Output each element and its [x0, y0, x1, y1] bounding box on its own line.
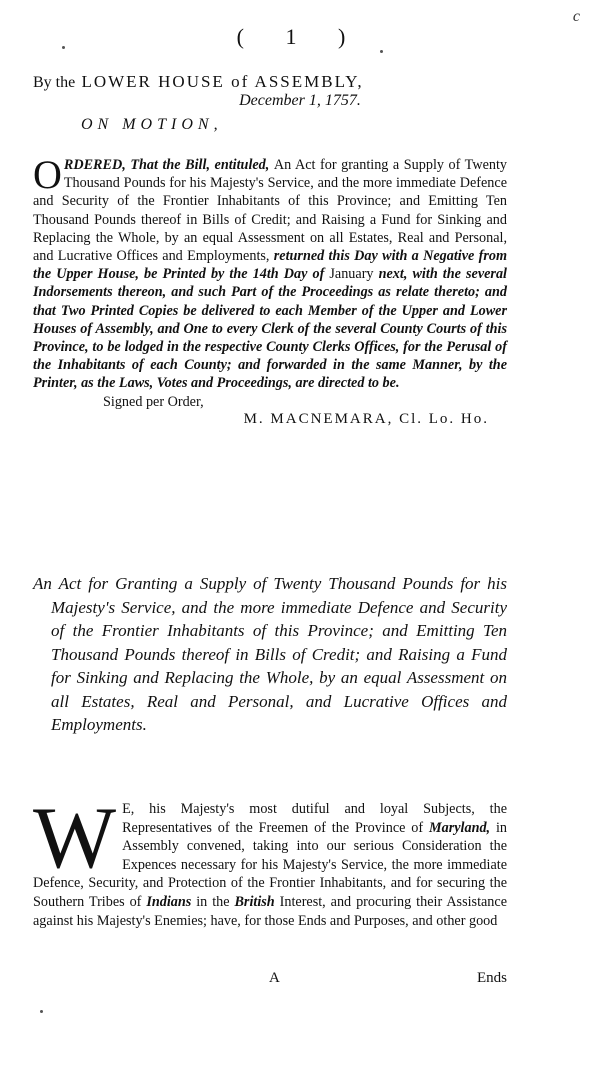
order-text-2: An Act for granting a Supply of Twenty Thousand Pounds for his Majesty's Service, and the more immediate Defence and Security of the Frontier Inhabitants of this Province; and Emitting Ten Thousand Pounds thereof in Bills of Credit; and Raising a Fund for Sinking and Replacing the Whole, by an equal Assessment on all Estates, Real and Personal, and Lucrative Offices and Employments,: [33, 157, 507, 265]
heading-block: [33, 72, 507, 134]
act-body-block: [33, 790, 507, 930]
order-text-5: next,: [378, 266, 413, 283]
order-text-6: with the several Indorsements thereon, and such Part of the Proceedings as relate thereto; and that Two Printed Copies be delivered to each Member of the Upper and Lower Houses of Assembly, and One to every Clerk of the several County Courts of this Province, to be lodged in the respective County Clerks Offices, for the Perusal of the Inhabitants of each County; and forwarded in the same Manner, by the Printer, as the Laws, Votes and Proceedings, are directed to be.: [33, 266, 507, 392]
order-block: [33, 152, 507, 428]
order-dropcap: O: [33, 152, 62, 197]
margin-mark: c: [572, 8, 580, 25]
signature-mark: A: [269, 970, 280, 986]
heading-body: LOWER HOUSE of ASSEMBLY,: [81, 72, 364, 91]
page-number: ( 1 ): [236, 24, 364, 49]
heading-date: December 1, 1757.: [239, 92, 361, 109]
act-maryland: Maryland,: [429, 819, 491, 836]
signed-line: Signed per Order,: [103, 393, 204, 410]
act-paragraph: [33, 790, 507, 930]
act-dropcap: W: [33, 790, 117, 887]
act-title: An Act for Granting a Supply of Twenty Thousand Pounds for his Majesty's Service, and the more immediate Defence and Security of the Frontier Inhabitants of this Province; and Emitting Ten Thousand Pounds thereof in Bills of Credit; and Raising a Fund for Sinking and Replacing the Whole, by an equal Assessment on all Estates, Real and Personal, and Lucrative Offices and Employments.: [33, 574, 507, 734]
act-british: British: [234, 893, 275, 910]
order-first-word: RDERED,: [63, 157, 126, 173]
heading-line: [33, 72, 507, 92]
order-paragraph: [33, 152, 507, 393]
heading-by-the: By the: [33, 74, 76, 91]
act-title-block: [33, 572, 507, 737]
act-body-3: in the: [191, 893, 235, 910]
act-body-1: E, his Majesty's most dutiful and loyal Subjects, the Representatives of the Freemen of the Province of: [122, 801, 507, 836]
act-body-2: in Assembly convened, taking into our serious Consideration the Expences necessary for his Majesty's Service, the more immediate Defence, Security, and Protection of the Frontier Inhabitants, and for securing the Southern Tribes of: [33, 819, 507, 910]
heading-motion: ON MOTION,: [81, 116, 223, 133]
order-text-4: January: [329, 266, 379, 283]
signer: M. MACNEMARA, Cl. Lo. Ho.: [243, 410, 489, 427]
catchword: Ends: [477, 970, 507, 986]
order-text-1: That the Bill, entituled,: [125, 157, 274, 173]
act-indians: Indians: [146, 893, 192, 910]
paper-speck: [40, 1010, 43, 1013]
order-text-3: returned this Day with a Negative from the Upper House, be Printed by the 14th Day of: [33, 248, 507, 283]
act-body-4: Interest, and procuring their Assistance against his Majesty's Enemies; have, for those Ends and Purposes, and other good: [33, 893, 507, 929]
paper-speck: [380, 50, 383, 53]
